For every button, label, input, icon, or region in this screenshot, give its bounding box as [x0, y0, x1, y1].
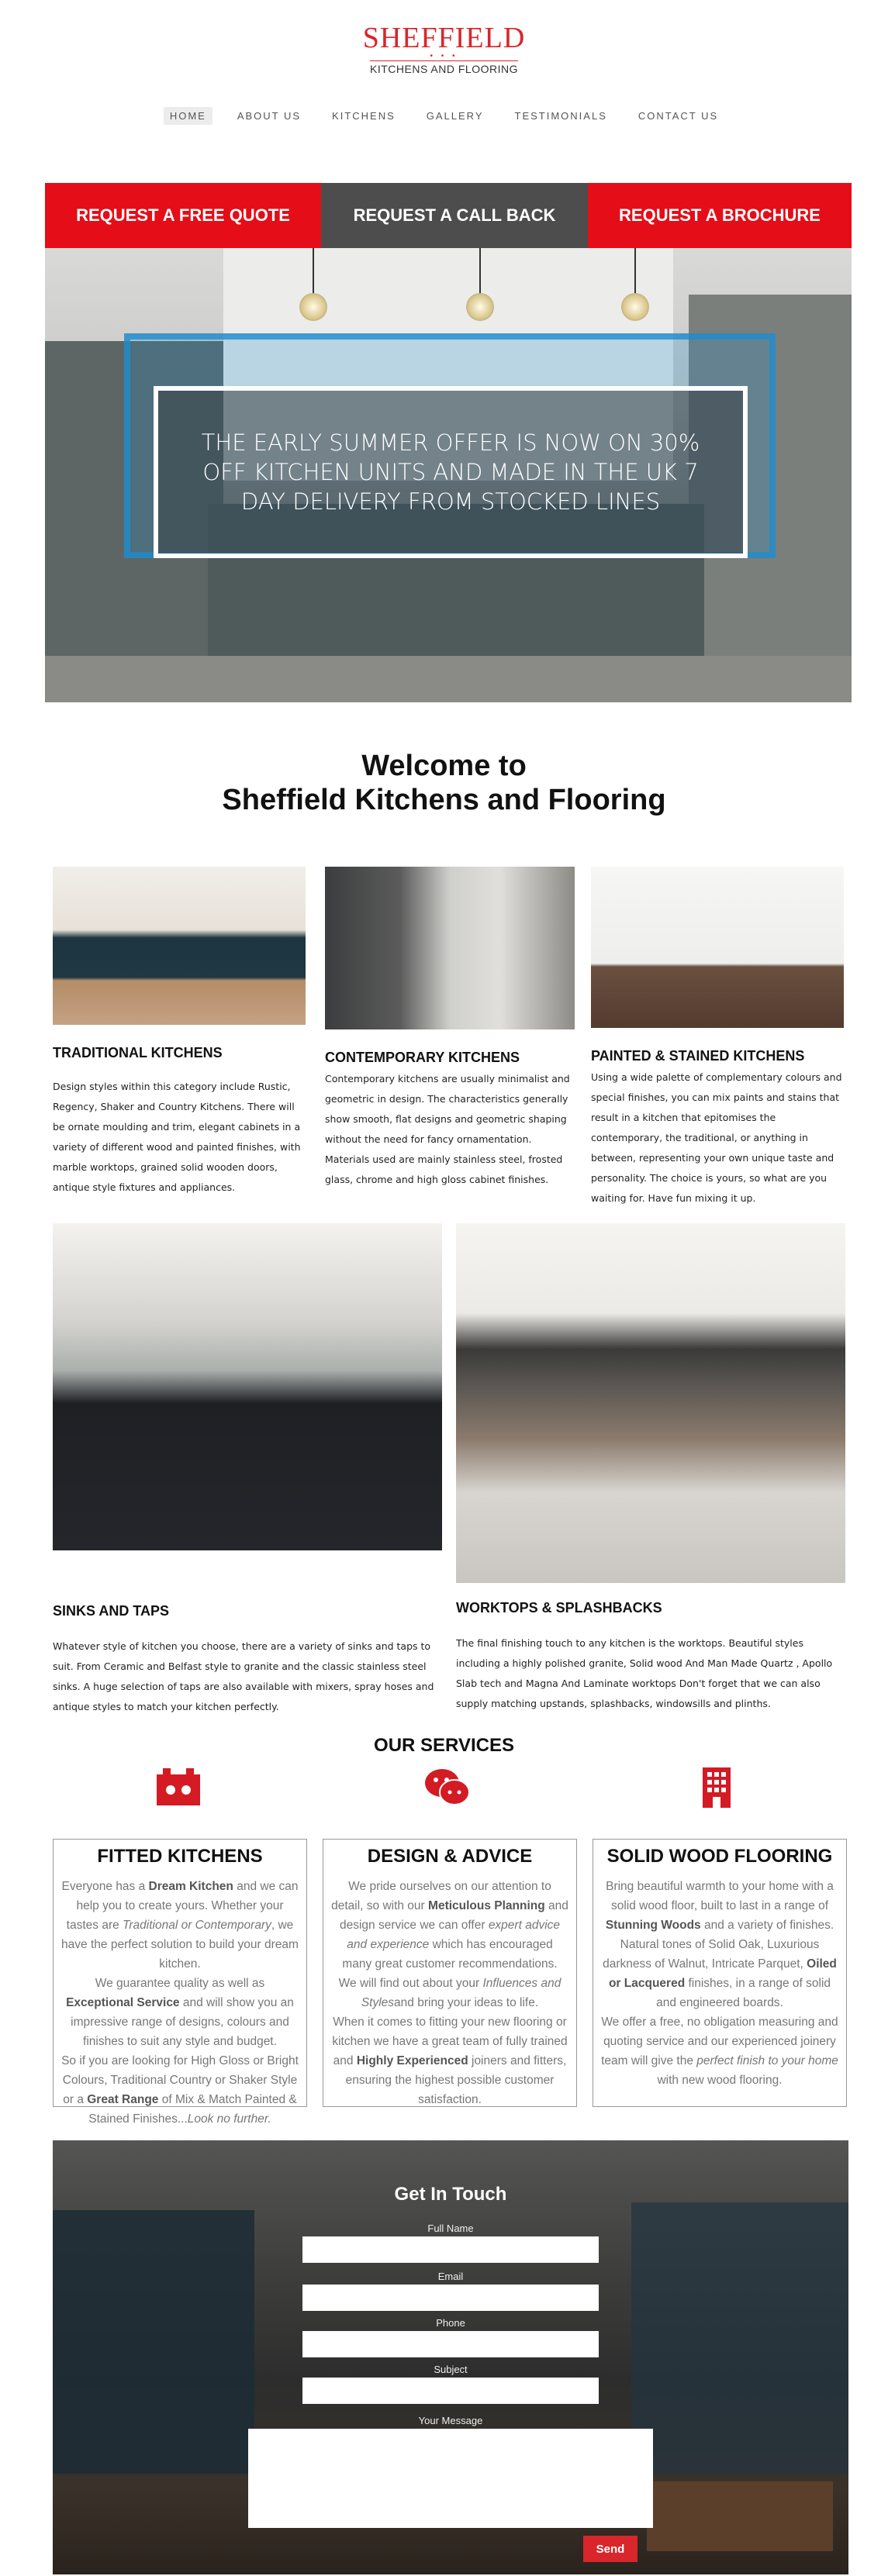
logo-dots: • • •	[430, 52, 458, 60]
worktops-title: WORKTOPS & SPLASHBACKS	[456, 1600, 662, 1616]
solid-wood-flooring-box	[593, 1839, 847, 2107]
sinks-taps-card	[53, 1223, 442, 1717]
sinks-taps-image[interactable]	[53, 1223, 442, 1550]
message-label: Your Message	[418, 2415, 483, 2426]
offer-overlay	[154, 386, 748, 558]
subject-field[interactable]	[302, 2378, 599, 2404]
offer-text: THE EARLY SUMMER OFFER IS NOW ON 30% OFF KITCHEN UNITS AND MADE IN THE UK 7 DAY DELIVERY FROM STOCKED LINES	[201, 429, 700, 515]
painted-kitchens-desc: Using a wide palette of complementary colours and special finishes, you can mix paints and stains that result in a kitchen that epitomises the contemporary, the traditional, or anything in between, representing your own unique taste and personality. The choice is yours, so what are you waiting for. Have fun mixing it up.	[591, 1071, 842, 1204]
design-advice-text: We pride ourselves on our attention to detail, so with our Meticulous Planning and design service we can offer expert advice and experience which has encouraged many great customer recommendations. We will find out about your Influences and Stylesand bring your ideas to life. When it comes to fitting your new flooring or kitchen we have a great team of fully trained and Highly Experienced joiners and fitters, ensuring the highest possible customer satisfaction.	[331, 1880, 568, 2106]
contemporary-kitchens-title: CONTEMPORARY KITCHENS	[325, 1050, 520, 1065]
contemporary-kitchens-desc: Contemporary kitchens are usually minimalist and geometric in design. The characteristics generally show smooth, flat designs and geometric shaping without the need for fancy ornamentation. Materials used are mainly stainless steel, frosted glass, chrome and high gloss cabinet finishes.	[325, 1073, 570, 1185]
painted-kitchen-image[interactable]	[591, 867, 844, 1028]
send-button[interactable]: Send	[583, 2536, 637, 2562]
main-nav	[0, 107, 888, 125]
painted-kitchens-title: PAINTED & STAINED KITCHENS	[591, 1048, 805, 1064]
traditional-kitchens-title: TRADITIONAL KITCHENS	[53, 1045, 223, 1060]
phone-field[interactable]	[302, 2331, 599, 2357]
nav-testimonials[interactable]: TESTIMONIALS	[514, 110, 607, 122]
message-field[interactable]	[248, 2429, 653, 2528]
welcome-heading	[0, 749, 888, 817]
solid-wood-flooring-text: Bring beautiful warmth to your home with a solid wood floor, built to last in a range of Stunning Woods and a variety of finishes. Natural tones of Solid Oak, Luxurious darkness of Walnut, Intricate Parquet, Oiled or Lacquered finishes, in a range of solid and engineered boards. We offer a free, no obligation measuring and quoting service and our experienced joinery team will give the perfect finish to your home with new wood flooring.	[601, 1880, 838, 2087]
contact-title: Get In Touch	[394, 2184, 507, 2205]
traditional-kitchen-image[interactable]	[53, 867, 306, 1025]
full-name-field[interactable]	[302, 2236, 599, 2263]
email-field[interactable]	[302, 2285, 599, 2311]
contemporary-kitchens-card	[325, 867, 575, 1190]
welcome-line-1: Welcome to	[361, 750, 527, 782]
hero-section	[45, 183, 852, 702]
contemporary-kitchen-image[interactable]	[325, 867, 575, 1029]
logo-main-text: SHEFFIELD	[362, 22, 526, 54]
design-advice-box	[323, 1839, 577, 2107]
contact-section	[53, 2140, 848, 2574]
nav-contact-us[interactable]: CONTACT US	[637, 110, 719, 122]
worktops-card	[456, 1223, 845, 1714]
sinks-taps-title: SINKS AND TAPS	[53, 1603, 170, 1619]
logo-sub-text: KITCHENS AND FLOORING	[370, 60, 518, 75]
kitchen-unit-icon	[155, 1767, 202, 1808]
full-name-label: Full Name	[427, 2223, 474, 2234]
building-icon	[693, 1767, 740, 1808]
hero-kitchen-image	[45, 248, 852, 702]
solid-wood-flooring-title: SOLID WOOD FLOORING	[606, 1846, 833, 1867]
nav-home[interactable]: HOME	[164, 107, 212, 125]
fitted-kitchens-box	[53, 1839, 307, 2126]
request-brochure-button[interactable]: REQUEST A BROCHURE	[588, 183, 852, 248]
request-quote-button[interactable]: REQUEST A FREE QUOTE	[45, 183, 321, 248]
nav-gallery[interactable]: GALLERY	[426, 110, 484, 122]
fitted-kitchens-text: Everyone has a Dream Kitchen and we can help you to create yours. Whether your tastes are Traditional or Contemporary, we have the perfect solution to build your dream kitchen. We guarantee quality as well as Exceptional Service and will show you an impressive range of designs, colours and finishes to suit any style and budget. So if you are looking for High Gloss or Bright Colours, Traditional Country or Shaker Style or a Great Range of Mix & Match Painted & Stained Finishes...Look no further.	[61, 1880, 299, 2126]
worktops-desc: The final finishing touch to any kitchen is the worktops. Beautiful styles including a highly polished granite, Solid wood And Man Made Quartz , Apollo Slab tech and Magna And Laminate worktops Don't forget that we can also supply matching upstands, splashbacks, windowsills and plinths.	[456, 1637, 833, 1709]
site-header	[0, 0, 888, 155]
services-heading: OUR SERVICES	[374, 1735, 514, 1756]
nav-kitchens[interactable]: KITCHENS	[332, 110, 396, 122]
traditional-kitchens-card	[53, 867, 306, 1198]
cta-bar	[45, 183, 852, 248]
subject-label: Subject	[434, 2364, 468, 2375]
site-logo[interactable]	[0, 23, 888, 77]
worktops-image[interactable]	[456, 1223, 845, 1583]
fitted-kitchens-title: FITTED KITCHENS	[97, 1846, 263, 1867]
nav-about-us[interactable]: ABOUT US	[237, 110, 302, 122]
sinks-taps-desc: Whatever style of kitchen you choose, there are a variety of sinks and taps to suit. From Ceramic and Belfast style to granite and the classic stainless steel sinks. A huge selection of taps are also available with mixers, spray hoses and antique styles to match your kitchen perfectly.	[53, 1640, 434, 1712]
phone-label: Phone	[436, 2317, 465, 2329]
traditional-kitchens-desc: Design styles within this category include Rustic, Regency, Shaker and Country Kitchens. There will be ornate moulding and trim, elegant cabinets in a variety of different wood and painted finishes, with marble worktops, grained solid wooden doors, antique style fixtures and appliances.	[53, 1081, 301, 1193]
request-callback-button[interactable]: REQUEST A CALL BACK	[321, 183, 588, 248]
email-label: Email	[437, 2271, 464, 2282]
chat-bubbles-icon	[423, 1767, 470, 1808]
design-advice-title: DESIGN & ADVICE	[367, 1846, 533, 1867]
painted-kitchens-card	[591, 867, 844, 1209]
welcome-line-2: Sheffield Kitchens and Flooring	[222, 784, 666, 816]
